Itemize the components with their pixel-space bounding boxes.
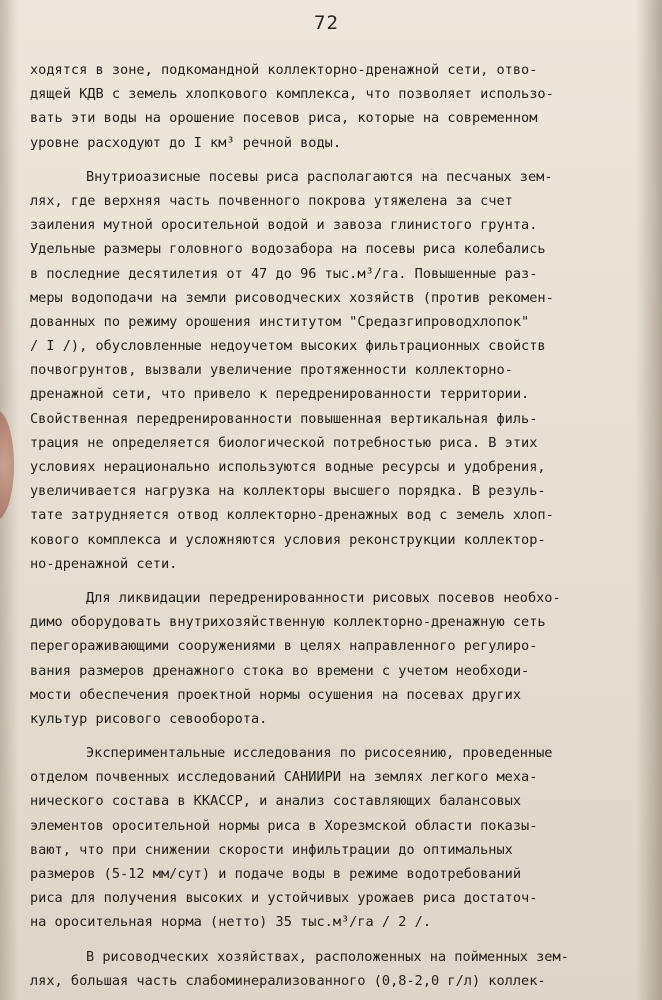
text-line: вания размеров дренажного стока во времени с учетом необходи- — [30, 662, 530, 679]
page-number: 72 — [314, 12, 339, 34]
text-line: дящей КДВ с земель хлопкового комплекса, что позволяет использо- — [30, 86, 554, 103]
text-line: увеличивается нагрузка на коллекторы высшего порядка. В резуль- — [30, 483, 546, 500]
text-line: / I /), обусловленные недоучетом высоких фильтрационных свойств — [30, 338, 546, 355]
text-line: уровне расходуют до I км³ речной воды. — [30, 134, 341, 151]
text-line: трация не определяется биологической потребностью риса. В этих — [30, 434, 538, 451]
text-line: отделом почвенных исследований САНИИРИ на землях легкого меха- — [30, 769, 538, 786]
text-line: но-дренажной сети. — [30, 555, 178, 572]
text-line: лях, где верхняя часть почвенного покрова утяжелена за счет — [30, 192, 513, 209]
text-line: ходятся в зоне, подкомандной коллекторно-дренажной сети, отво- — [30, 62, 538, 78]
text-line: мости обеспечения проектной нормы осушения на посевах других — [30, 686, 522, 703]
body-text — [30, 58, 642, 993]
text-line: на оросительная норма (нетто) 35 тыс.м³/га / 2 /. — [30, 914, 432, 931]
text-line: в последние десятилетия от 47 до 96 тыс.м³/га. Повышенные раз- — [30, 265, 538, 282]
text-line: размеров (5-12 мм/сут) и подаче воды в режиме водотребований — [30, 866, 522, 882]
text-line: лях, большая часть слабоминерализованного (0,8-2,0 г/л) коллек- — [30, 972, 546, 989]
text-line: Удельные размеры головного водозабора на посевы риса колебались — [30, 241, 546, 258]
text-line: перегораживающими сооружениями в целях направленного регулиро- — [30, 638, 538, 655]
text-line: В рисоводческих хозяйствах, расположенных на пойменных зем- — [86, 948, 569, 965]
text-line: риса для получения высоких и устойчивых урожаев риса достаточ- — [30, 890, 538, 907]
text-line: вать эти воды на орошение посевов риса, которые на современном — [30, 110, 538, 127]
text-line: димо оборудовать внутрихозяйственную коллекторно-дренажную сеть — [30, 614, 546, 631]
text-line: меры водоподачи на земли рисоводческих хозяйств (против рекомен- — [30, 289, 554, 306]
text-line: Экспериментальные исследования по рисосеянию, проведенные — [86, 745, 553, 762]
text-line: кового комплекса и усложняются условия реконструкции коллектор- — [30, 531, 546, 548]
text-line: дренажной сети, что привело к передренированности территории. — [30, 386, 530, 403]
text-line: тате затрудняется отвод коллекторно-дренажных вод с земель хлоп- — [30, 507, 554, 524]
text-line: дованных по режиму орошения институтом "Средазгипроводхлопок" — [30, 313, 530, 330]
text-line: Внутриоазисные посевы риса располагаются на песчаных зем- — [86, 168, 553, 185]
text-line: Для ликвидации передренированности рисовых посевов необхо- — [86, 589, 561, 606]
text-line: условиях нерационально используются водные ресурсы и удобрения, — [30, 459, 546, 475]
text-line: почвогрунтов, вызвали увеличение протяженности коллекторно- — [30, 362, 513, 379]
text-line: вают, что при снижении скорости инфильтрации до оптимальных — [30, 841, 513, 858]
text-line: культур рисового севооборота. — [30, 710, 268, 727]
text-line: Свойственная передренированности повышенная вертикальная филь- — [30, 410, 538, 427]
text-line: нического состава в ККАССР, и анализ составляющих балансовых — [30, 793, 522, 810]
text-line: элементов оросительной нормы риса в Хорезмской области показы- — [30, 817, 538, 834]
text-line: заиления мутной оросительной водой и завоза глинистого грунта. — [30, 217, 538, 234]
